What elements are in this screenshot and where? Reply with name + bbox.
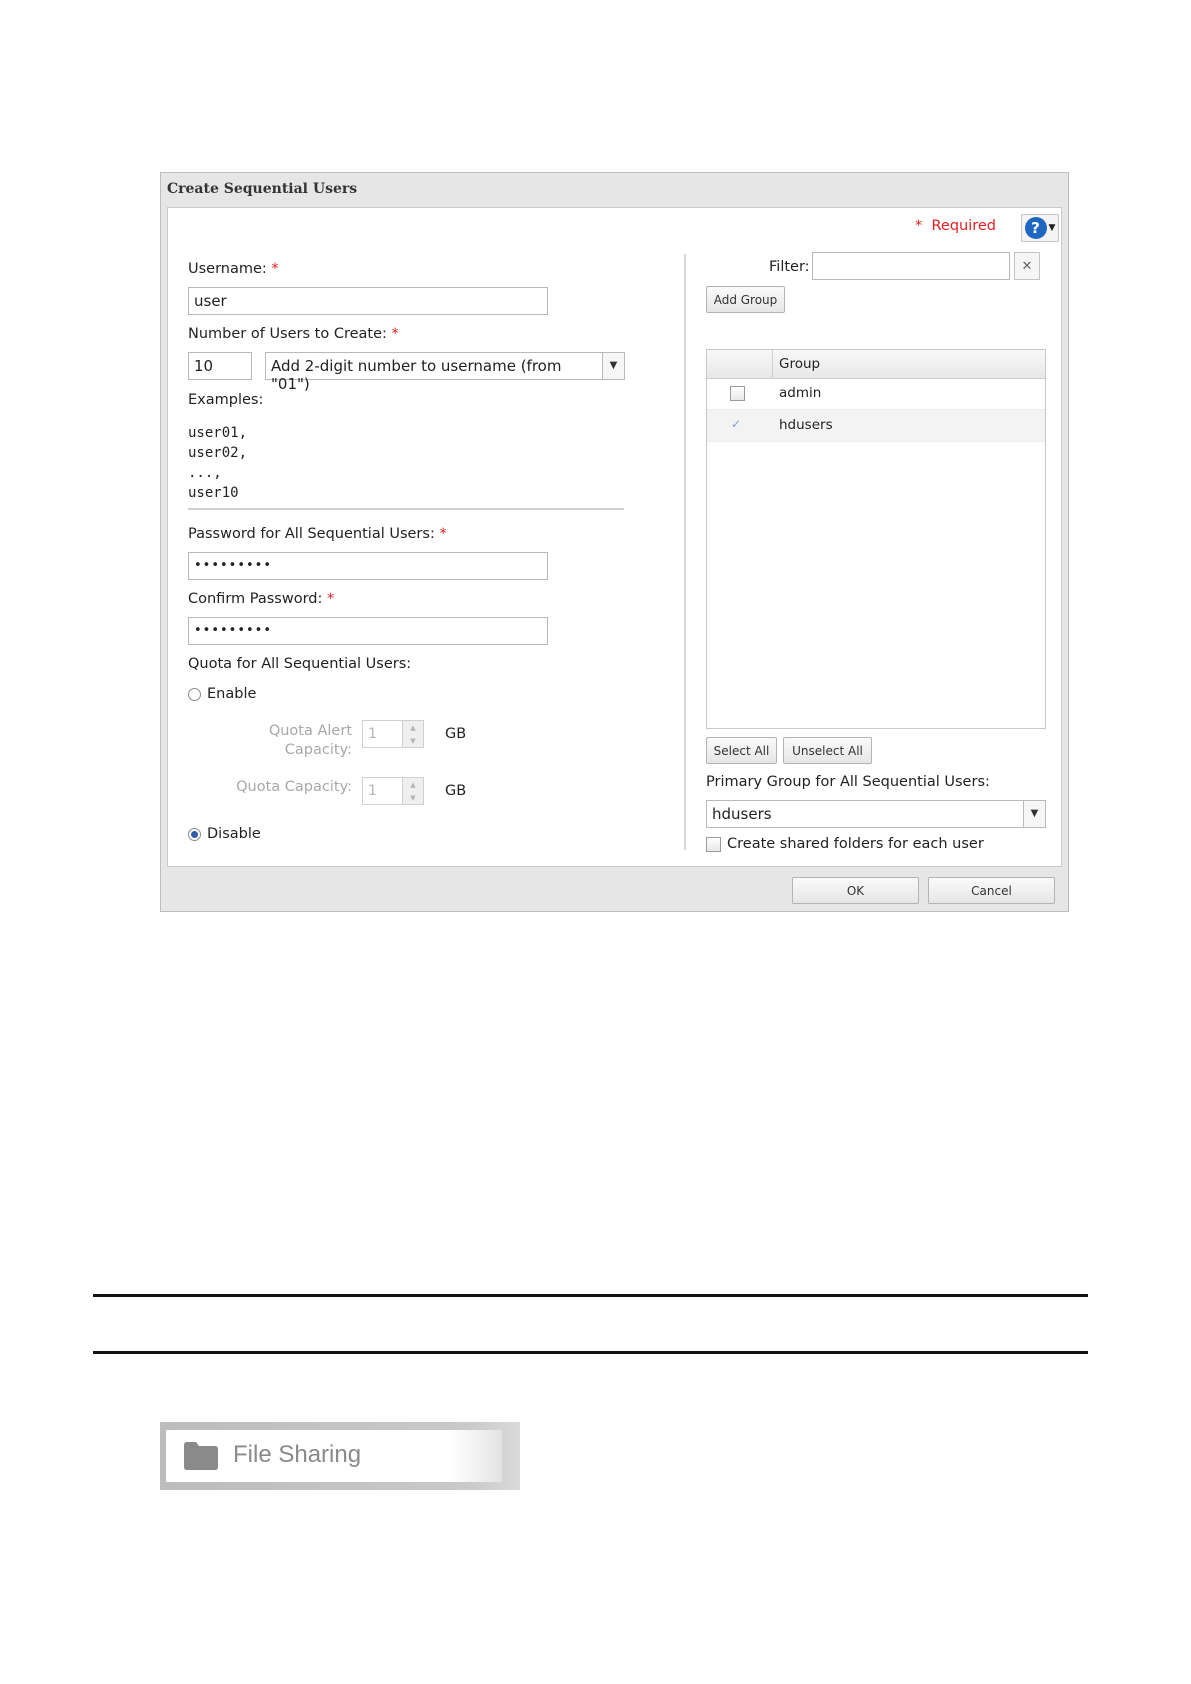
example-line: user02, [188, 445, 248, 461]
cancel-button[interactable]: Cancel [928, 877, 1055, 904]
examples-label: Examples: [188, 392, 264, 408]
quota-label: Quota for All Sequential Users: [188, 656, 412, 672]
quota-disable-radio[interactable] [188, 828, 201, 841]
filter-input[interactable] [812, 252, 1010, 280]
example-line: user01, [188, 425, 248, 441]
confirm-password-label [188, 591, 334, 607]
quota-alert-value: 1 [368, 726, 377, 742]
number-format-select[interactable] [265, 352, 625, 393]
group-column-header: Group [779, 356, 821, 372]
spin-down-icon[interactable]: ▼ [410, 736, 416, 745]
chevron-down-icon: ▼ [1048, 223, 1056, 233]
required-star: * [326, 591, 335, 607]
create-shared-folders-option[interactable] [706, 836, 984, 852]
examples-list [188, 423, 247, 503]
example-line: user10 [188, 485, 239, 501]
number-format-value: Add 2-digit number to username (from "01") [271, 357, 562, 393]
create-sequential-users-dialog [160, 172, 1069, 912]
quota-disable-option[interactable] [188, 826, 261, 842]
primary-group-value: hdusers [712, 805, 772, 823]
quota-capacity-label: Quota Capacity: [236, 779, 352, 795]
quota-alert-label [238, 722, 352, 760]
column-divider [684, 254, 686, 850]
table-row[interactable] [707, 410, 1045, 442]
confirm-password-input[interactable]: ••••••••• [188, 617, 548, 645]
ok-button[interactable]: OK [792, 877, 919, 904]
required-star: * [915, 218, 923, 234]
select-all-button[interactable]: Select All [706, 737, 777, 764]
section-rule-top [93, 1294, 1088, 1297]
spin-up-icon[interactable]: ▲ [410, 723, 416, 732]
spin-up-icon[interactable]: ▲ [410, 780, 416, 789]
password-label [188, 526, 447, 542]
section-divider [188, 508, 624, 510]
chevron-down-icon: ▼ [1023, 801, 1045, 827]
add-group-button[interactable]: Add Group [706, 286, 785, 313]
quota-enable-radio[interactable] [188, 688, 201, 701]
confirm-password-label-text: Confirm Password: [188, 591, 323, 607]
group-list-header [707, 350, 1045, 379]
group-list [706, 349, 1046, 729]
username-input[interactable]: user [188, 287, 548, 315]
quota-enable-label: Enable [207, 686, 257, 702]
spin-down-icon[interactable]: ▼ [410, 793, 416, 802]
help-button[interactable] [1021, 214, 1059, 242]
num-users-input[interactable]: 10 [188, 352, 252, 380]
dialog-title: Create Sequential Users [167, 181, 358, 197]
quota-capacity-spinner[interactable] [362, 777, 424, 805]
file-sharing-label: File Sharing [233, 1441, 362, 1468]
file-sharing-inner [166, 1430, 502, 1482]
required-star: * [439, 526, 447, 542]
username-label-text: Username: [188, 261, 267, 277]
unselect-all-button[interactable]: Unselect All [783, 737, 872, 764]
required-star: * [391, 326, 399, 342]
filter-label: Filter: [769, 259, 810, 275]
chevron-down-icon: ▼ [602, 353, 624, 379]
dialog-panel [167, 207, 1062, 867]
password-input[interactable]: ••••••••• [188, 552, 548, 580]
create-shared-folders-label: Create shared folders for each user [727, 836, 984, 852]
file-sharing-button[interactable] [160, 1422, 520, 1490]
required-legend [915, 218, 996, 234]
quota-capacity-value: 1 [368, 783, 377, 799]
required-star: * [271, 261, 279, 277]
quota-enable-option[interactable] [188, 686, 256, 702]
quota-alert-spinner[interactable] [362, 720, 424, 748]
primary-group-label: Primary Group for All Sequential Users: [706, 774, 990, 790]
quota-alert-label-line: Quota Alert [268, 723, 352, 739]
question-circle-icon: ? [1025, 217, 1047, 239]
quota-alert-unit: GB [445, 726, 467, 742]
group-name: hdusers [779, 417, 833, 433]
folder-icon [184, 1442, 218, 1470]
quota-capacity-unit: GB [445, 783, 467, 799]
example-line: ..., [188, 465, 222, 481]
required-label: Required [931, 218, 997, 234]
quota-disable-label: Disable [207, 826, 261, 842]
header-separator [772, 350, 773, 378]
group-name: admin [779, 385, 822, 401]
table-row[interactable] [707, 378, 1045, 410]
primary-group-select[interactable] [706, 800, 1046, 828]
create-shared-folders-checkbox[interactable] [706, 837, 721, 852]
num-users-label [188, 326, 399, 342]
password-label-text: Password for All Sequential Users: [188, 526, 435, 542]
group-checkbox[interactable] [730, 386, 745, 401]
num-users-label-text: Number of Users to Create: [188, 326, 387, 342]
username-label [188, 261, 279, 277]
section-rule-bottom [93, 1351, 1088, 1354]
close-icon[interactable]: ✕ [1014, 252, 1040, 280]
quota-alert-label-line: Capacity: [284, 742, 352, 758]
checkmark-icon[interactable]: ✓ [731, 417, 742, 431]
